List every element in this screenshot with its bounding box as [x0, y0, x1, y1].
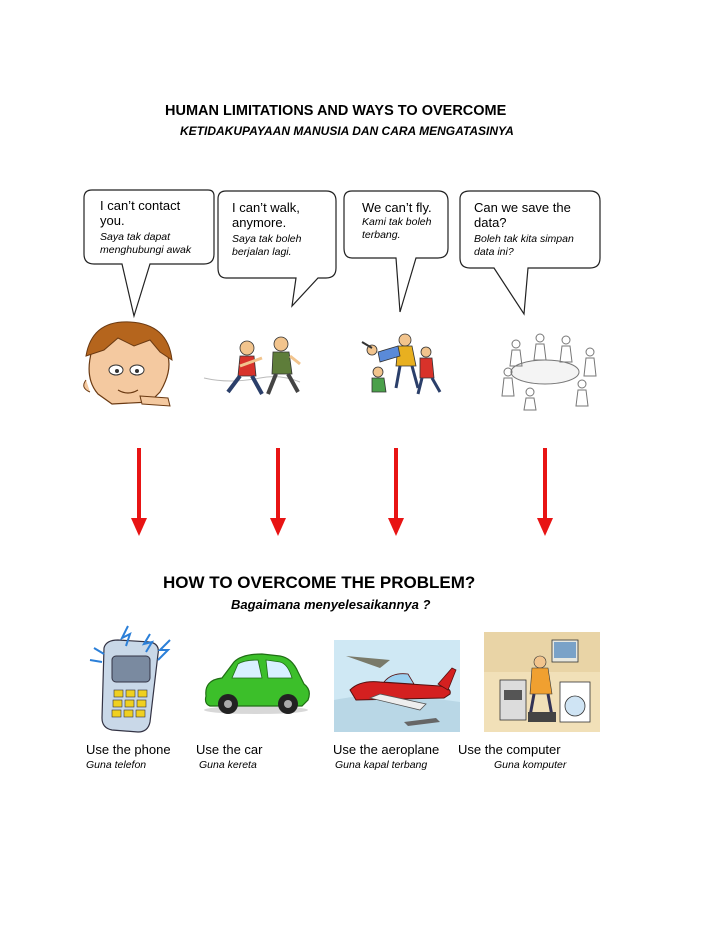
aeroplane-icon: [334, 640, 460, 732]
caption-phone-malay: Guna telefon: [86, 759, 147, 771]
red-arrow-3: [388, 448, 404, 536]
caption-aeroplane: [333, 742, 439, 771]
bubble-3-english: We can’t fly.: [362, 200, 432, 215]
bubble-4-text: [474, 200, 596, 259]
car-icon: [204, 654, 309, 714]
bubble-1-malay: Saya tak dapat menghubungi awak: [100, 231, 192, 256]
caption-car: [196, 742, 262, 771]
flying-children-icon: [362, 334, 440, 394]
red-arrow-2: [270, 448, 286, 536]
red-arrow-4: [537, 448, 553, 536]
caption-computer-english: Use the computer: [458, 742, 561, 757]
caption-computer: [458, 742, 566, 771]
section-subheading: Bagaimana menyelesaikannya ?: [231, 597, 431, 612]
caption-car-english: Use the car: [196, 742, 263, 757]
page-subtitle: KETIDAKUPAYAAN MANUSIA DAN CARA MENGATASINYA: [180, 124, 514, 138]
phone-icon: [90, 626, 170, 732]
runners-icon: [204, 337, 300, 394]
bubble-2-malay: Saya tak boleh berjalan lagi.: [232, 233, 302, 258]
caption-car-malay: Guna kereta: [199, 759, 257, 771]
bubble-4-english: Can we save the data?: [474, 200, 571, 230]
bubble-1-text: [100, 198, 208, 257]
bubble-1-english: I can’t contact you.: [100, 198, 181, 228]
caption-aeroplane-malay: Guna kapal terbang: [335, 759, 428, 771]
section-heading: HOW TO OVERCOME THE PROBLEM?: [163, 573, 476, 592]
bubble-3-malay: Kami tak boleh terbang.: [362, 216, 432, 241]
caption-computer-malay: Guna komputer: [494, 759, 567, 771]
meeting-icon: [502, 334, 596, 410]
bubble-3-text: [362, 200, 444, 242]
red-arrow-1: [131, 448, 147, 536]
computer-desk-icon: [484, 632, 600, 732]
bubble-4-malay: Boleh tak kita simpan data ini?: [474, 233, 574, 258]
caption-aeroplane-english: Use the aeroplane: [333, 742, 440, 757]
bubble-2-text: [232, 200, 328, 259]
bubble-2-english: I can’t walk, anymore.: [232, 200, 300, 230]
caption-phone-english: Use the phone: [86, 742, 171, 757]
boy-face-icon: [84, 322, 172, 406]
caption-phone: [86, 742, 171, 771]
page-title: HUMAN LIMITATIONS AND WAYS TO OVERCOME: [165, 103, 507, 119]
